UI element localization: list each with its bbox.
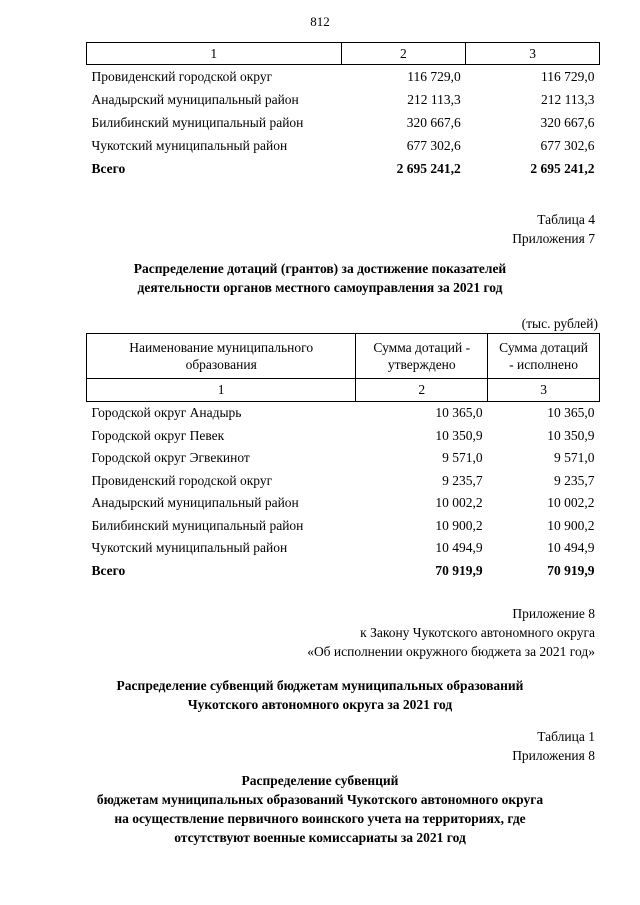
total-approved: 70 919,9 xyxy=(435,562,483,578)
approved-amount: 677 302,6 xyxy=(406,137,461,153)
appendix8-title xyxy=(0,676,640,714)
header-line: - исполнено xyxy=(509,357,578,372)
table-number: Таблица 4 xyxy=(537,212,595,227)
municipality-name: Анадырский муниципальный район xyxy=(91,495,299,511)
table-row xyxy=(87,134,600,157)
municipality-name: Чукотский муниципальный район xyxy=(91,540,288,556)
municipality-name: Билибинский муниципальный район xyxy=(91,114,304,130)
table-row xyxy=(87,537,600,560)
executed-amount: 9 571,0 xyxy=(554,450,595,466)
column-number: 2 xyxy=(356,379,488,402)
title-line: Распределение дотаций (грантов) за достижение показателей xyxy=(133,261,507,276)
table-column-numbers xyxy=(87,43,600,65)
appendix-law-reference: к Закону Чукотского автономного округа xyxy=(360,625,595,640)
title-line: деятельности органов местного самоуправления за 2021 год xyxy=(137,280,503,295)
approved-amount: 10 900,2 xyxy=(435,517,483,533)
municipality-name: Билибинский муниципальный район xyxy=(91,517,304,533)
municipality-name: Городской округ Анадырь xyxy=(91,405,242,421)
table-row xyxy=(87,447,600,470)
column-number: 3 xyxy=(466,43,600,65)
grants-table xyxy=(86,333,600,582)
title-line: отсутствуют военные комиссариаты за 2021 год xyxy=(174,830,466,845)
table-row xyxy=(87,111,600,134)
appendix-reference: Приложения 8 xyxy=(512,748,595,763)
table-column-numbers xyxy=(87,379,600,402)
executed-amount: 116 729,0 xyxy=(541,68,595,84)
header-line: Сумма дотаций xyxy=(499,340,588,355)
executed-amount: 677 302,6 xyxy=(540,137,595,153)
municipality-name: Провиденский городской округ xyxy=(91,472,273,488)
header-line: Наименование муниципального xyxy=(129,340,314,355)
table-row xyxy=(87,425,600,448)
approved-amount: 10 002,2 xyxy=(435,495,483,511)
municipality-name: Городской округ Эгвекинот xyxy=(91,450,250,466)
table-row xyxy=(87,470,600,493)
title-line: Чукотского автономного округа за 2021 год xyxy=(187,697,453,712)
municipality-name: Чукотский муниципальный район xyxy=(91,137,288,153)
table-row xyxy=(87,492,600,515)
municipality-name: Анадырский муниципальный район xyxy=(91,91,299,107)
column-number: 3 xyxy=(488,379,600,402)
table-number: Таблица 1 xyxy=(537,729,595,744)
title-line: бюджетам муниципальных образований Чукотского автономного округа xyxy=(96,792,544,807)
title-line: на осуществление первичного воинского учета на территориях, где xyxy=(114,811,526,826)
table-total-row xyxy=(87,157,600,180)
column-number: 1 xyxy=(87,379,356,402)
table-row xyxy=(87,402,600,425)
header-line: Сумма дотаций - xyxy=(373,340,471,355)
table4-title xyxy=(0,259,640,297)
approved-amount: 320 667,6 xyxy=(406,114,461,130)
column-header-municipality xyxy=(87,334,356,379)
approved-amount: 10 494,9 xyxy=(435,540,483,556)
executed-amount: 212 113,3 xyxy=(541,91,595,107)
column-number: 1 xyxy=(87,43,342,65)
appendix-law-title: «Об исполнении окружного бюджета за 2021 год» xyxy=(307,644,595,659)
appendix8-header xyxy=(307,604,595,661)
approved-amount: 10 365,0 xyxy=(435,405,483,421)
units-label: (тыс. рублей) xyxy=(521,316,598,331)
table-row xyxy=(87,65,600,89)
approved-amount: 10 350,9 xyxy=(435,427,483,443)
title-line: Распределение субвенций xyxy=(241,773,399,788)
executed-amount: 10 365,0 xyxy=(547,405,595,421)
title-line: Распределение субвенций бюджетам муниципальных образований xyxy=(116,678,524,693)
page-number: 812 xyxy=(310,14,330,29)
table-row xyxy=(87,515,600,538)
total-label: Всего xyxy=(91,562,126,578)
executed-amount: 10 350,9 xyxy=(547,427,595,443)
executed-amount: 10 002,2 xyxy=(547,495,595,511)
column-header-approved xyxy=(356,334,488,379)
municipality-name: Городской округ Певек xyxy=(91,427,225,443)
appendix-number: Приложение 8 xyxy=(512,606,595,621)
table-header xyxy=(87,334,600,379)
column-header-executed xyxy=(488,334,600,379)
executed-amount: 320 667,6 xyxy=(540,114,595,130)
approved-amount: 9 235,7 xyxy=(442,472,483,488)
executed-amount: 10 900,2 xyxy=(547,517,595,533)
subsidies-table-continuation xyxy=(86,42,600,180)
appendix-reference: Приложения 7 xyxy=(512,231,595,246)
table1-app8-title xyxy=(0,771,640,847)
total-label: Всего xyxy=(91,160,126,176)
table4-note xyxy=(512,210,595,248)
approved-amount: 116 729,0 xyxy=(407,68,461,84)
table1-app8-note xyxy=(512,727,595,765)
municipality-name: Провиденский городской округ xyxy=(91,68,273,84)
header-line: утверждено xyxy=(387,357,456,372)
total-approved: 2 695 241,2 xyxy=(396,160,461,176)
approved-amount: 212 113,3 xyxy=(407,91,461,107)
column-number: 2 xyxy=(341,43,466,65)
header-line: образования xyxy=(185,357,257,372)
total-executed: 2 695 241,2 xyxy=(530,160,595,176)
total-executed: 70 919,9 xyxy=(547,562,595,578)
table-total-row xyxy=(87,560,600,583)
approved-amount: 9 571,0 xyxy=(442,450,483,466)
executed-amount: 9 235,7 xyxy=(554,472,595,488)
table-row xyxy=(87,88,600,111)
executed-amount: 10 494,9 xyxy=(547,540,595,556)
